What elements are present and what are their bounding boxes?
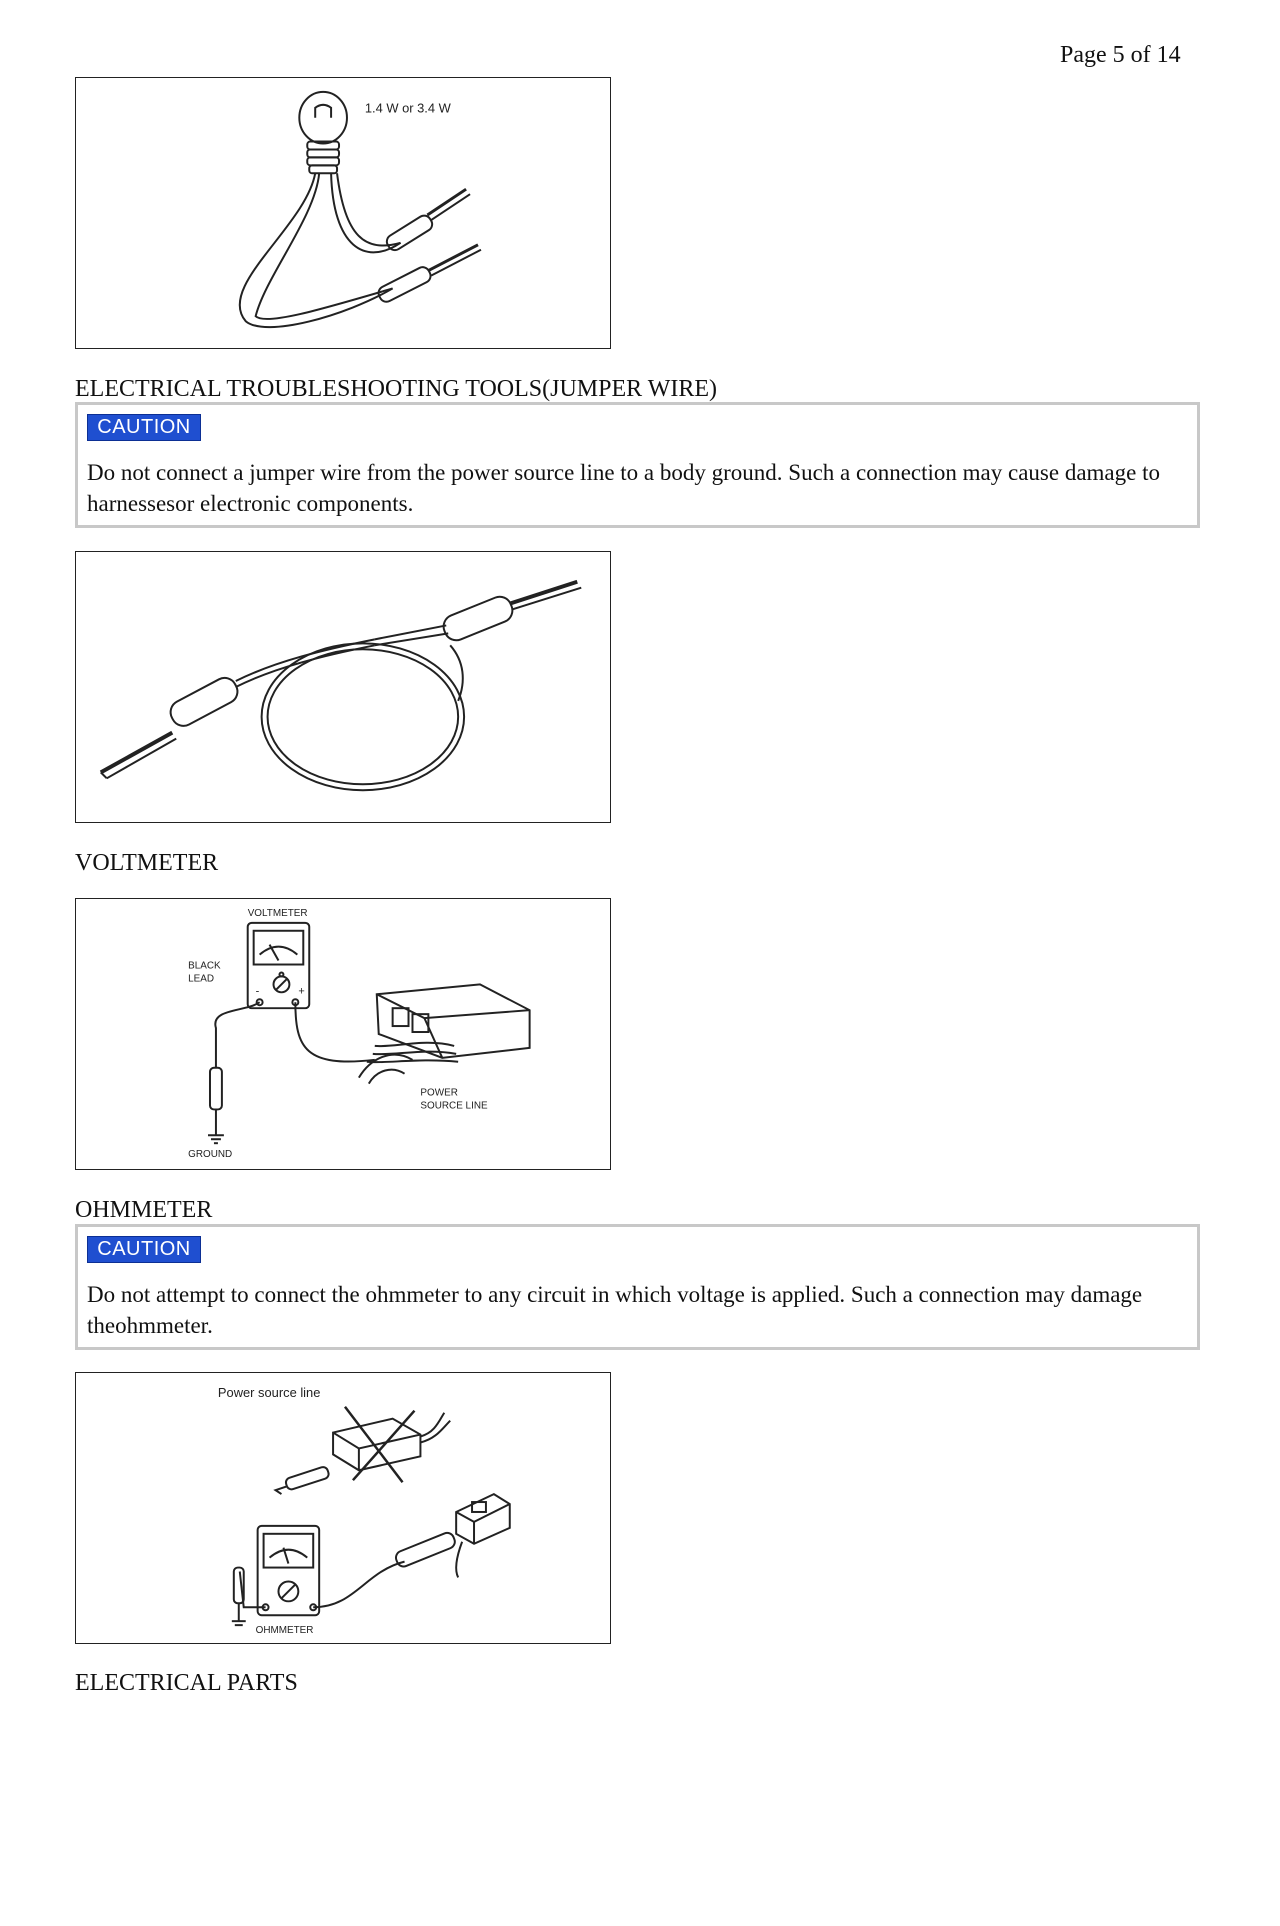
page-number: Page 5 of 14 <box>1060 42 1181 68</box>
caution-badge: CAUTION <box>87 1236 201 1263</box>
electrical-parts-heading: ELECTRICAL PARTS <box>75 1670 298 1696</box>
connector-block <box>377 984 530 1057</box>
black-lead-label-2: LEAD <box>188 973 215 985</box>
ohmmeter-figure <box>75 1372 611 1644</box>
jumper-caution-box <box>75 402 1200 528</box>
power-source-label-2: SOURCE LINE <box>420 1100 488 1112</box>
ground-label: GROUND <box>188 1149 233 1161</box>
ground-probe <box>210 1068 222 1110</box>
voltmeter-heading: VOLTMETER <box>75 850 219 876</box>
right-probe <box>440 593 516 644</box>
jumper-wire-heading: ELECTRICAL TROUBLESHOOTING TOOLS(JUMPER WIRE) <box>75 376 717 402</box>
ohmmeter-heading: OHMMETER <box>75 1197 213 1223</box>
voltmeter-title-label: VOLTMETER <box>247 907 308 919</box>
ohmmeter-illustration <box>76 1373 610 1643</box>
jumper-wire-illustration <box>76 552 610 822</box>
voltmeter-figure <box>75 898 611 1170</box>
minus-sign: - <box>255 985 260 998</box>
lamp-wattage-label: 1.4 W or 3.4 W <box>364 100 451 116</box>
jumper-caution-text: Do not connect a jumper wire from the power source line to a body ground. Such a connection may cause damage to harnessesor electronic components. <box>87 460 1160 516</box>
power-source-line-label: Power source line <box>217 1384 321 1400</box>
jumper-wire-figure <box>75 551 611 823</box>
voltmeter-illustration <box>76 899 610 1169</box>
power-source-label-1: POWER <box>420 1087 458 1099</box>
plus-sign: + <box>298 985 305 998</box>
test-lamp-illustration <box>76 78 610 348</box>
ohmmeter-label: OHMMETER <box>255 1625 314 1637</box>
caution-badge: CAUTION <box>87 414 201 441</box>
black-lead-label-1: BLACK <box>188 960 221 972</box>
lamp-bulb <box>299 92 347 144</box>
left-probe <box>166 674 241 730</box>
ohmmeter-caution-text: Do not attempt to connect the ohmmeter to any circuit in which voltage is applied. Such a connection may damage theohmmeter. <box>87 1282 1143 1338</box>
ohmmeter-caution-box <box>75 1224 1200 1350</box>
test-lamp-figure <box>75 77 611 349</box>
